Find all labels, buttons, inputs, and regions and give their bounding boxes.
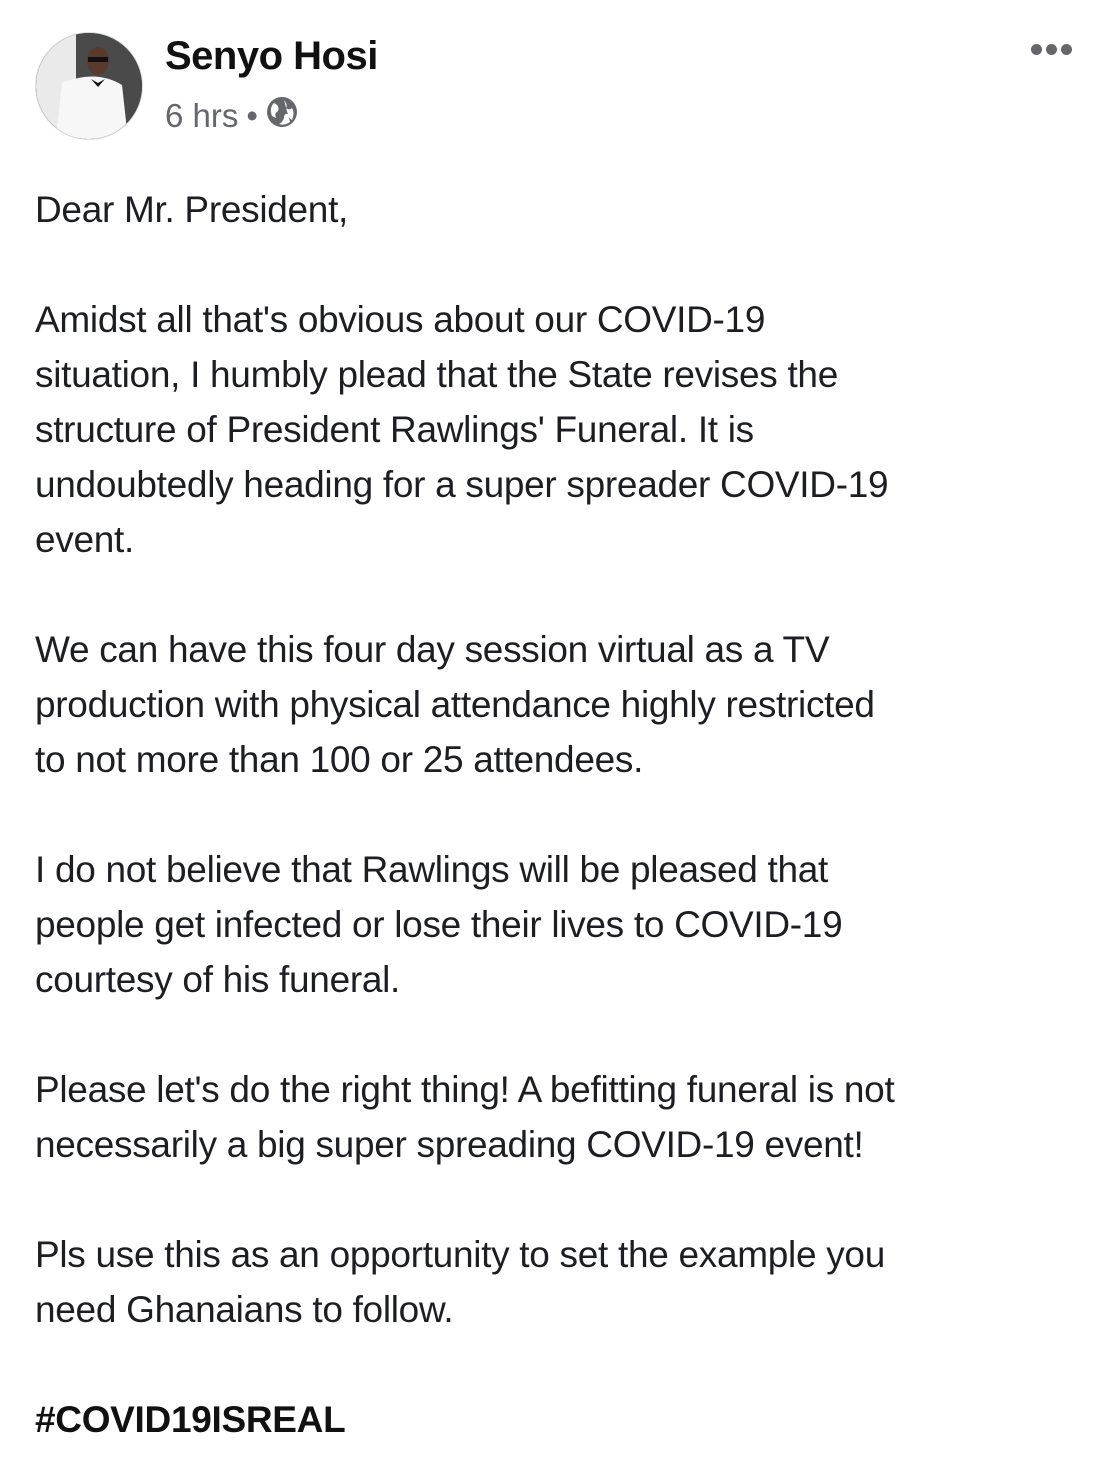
paragraph-line: people get infected or lose their lives to COVID-19 [35, 904, 843, 945]
globe-icon [266, 96, 298, 136]
meta-separator: • [246, 97, 258, 134]
paragraph-line: necessarily a big super spreading COVID-19 event! [35, 1124, 864, 1165]
paragraph-line: need Ghanaians to follow. [35, 1289, 454, 1330]
dot-icon [1031, 44, 1042, 55]
paragraph-line: to not more than 100 or 25 attendees. [35, 739, 644, 780]
paragraph-line: courtesy of his funeral. [35, 959, 401, 1000]
paragraph-line: Amidst all that's obvious about our COVID-19 [35, 299, 766, 340]
paragraph-line: production with physical attendance highly restricted [35, 684, 875, 725]
dot-icon [1046, 44, 1057, 55]
post-body [35, 182, 1095, 1447]
post-paragraph [35, 842, 1095, 1007]
paragraph-line: event. [35, 519, 134, 560]
post-meta [165, 96, 298, 136]
author-name[interactable]: Senyo Hosi [165, 34, 378, 78]
post-paragraph [35, 1062, 1095, 1172]
paragraph-line: situation, I humbly plead that the State revises the [35, 354, 838, 395]
post-paragraph [35, 182, 1095, 237]
paragraph-line: Dear Mr. President, [35, 189, 349, 230]
paragraph-line: Please let's do the right thing! A befitting funeral is not [35, 1069, 895, 1110]
author-avatar[interactable] [35, 32, 143, 140]
avatar-photo-icon [36, 33, 142, 139]
dot-icon [1061, 44, 1072, 55]
post-time[interactable]: 6 hrs [165, 97, 239, 134]
paragraph-line: Pls use this as an opportunity to set the example you [35, 1234, 885, 1275]
post-paragraph [35, 292, 1095, 567]
paragraph-line: structure of President Rawlings' Funeral. It is [35, 409, 754, 450]
post-paragraph [35, 622, 1095, 787]
paragraph-line: undoubtedly heading for a super spreader COVID-19 [35, 464, 889, 505]
post-paragraph [35, 1227, 1095, 1337]
hashtag-link[interactable]: #COVID19ISREAL [35, 1399, 346, 1440]
paragraph-line: We can have this four day session virtual as a TV [35, 629, 830, 670]
paragraph-line: I do not believe that Rawlings will be pleased that [35, 849, 829, 890]
more-options-button[interactable] [1031, 44, 1072, 55]
